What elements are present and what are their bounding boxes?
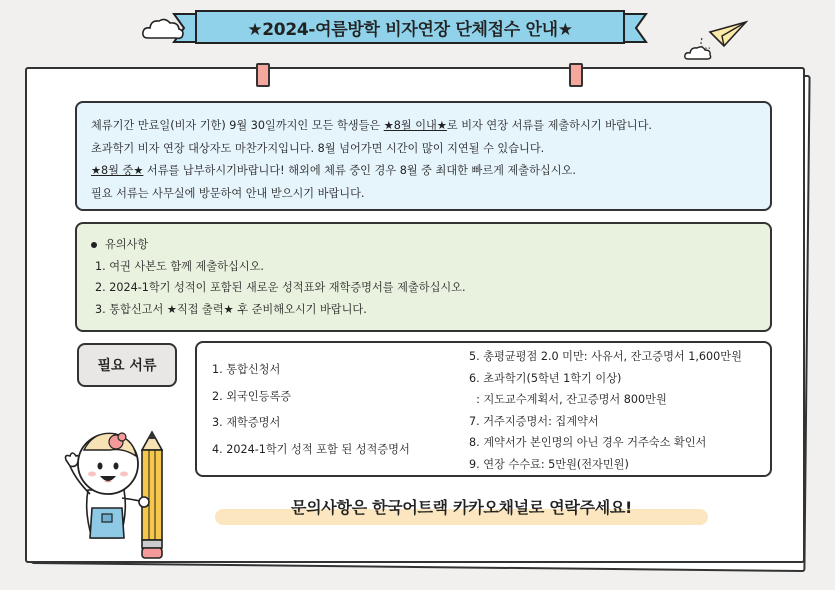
info-box (75, 101, 772, 211)
document-item: 7. 거주지증명서: 집계약서 (469, 414, 599, 428)
page-title-text: ★2024-여름방학 비자연장 단체접수 안내★ (247, 19, 573, 40)
note-item: 1. 여권 사본도 함께 제출하십시오. (95, 259, 264, 273)
documents-column-left (212, 357, 410, 463)
paper-plane-icon (700, 18, 748, 52)
clip-peg-right (569, 63, 583, 87)
bullet-icon (91, 242, 97, 248)
document-item: 5. 총평균평점 2.0 미만: 사유서, 잔고증명서 1,600만원 (469, 350, 742, 363)
notes-heading: 유의사항 (91, 234, 756, 256)
document-item: 4. 2024-1학기 성적 포함 된 성적증명서 (212, 442, 410, 456)
note-item: 3. 통합신고서 ★직접 출력★ 후 준비해오시기 바랍니다. (95, 302, 367, 316)
info-line-4: 필요 서류는 사무실에 방문하여 안내 받으시기 바랍니다. (91, 186, 365, 200)
required-docs-label: 필요 서류 (77, 343, 177, 387)
document-item: 8. 계약서가 본인명의 아닌 경우 거주숙소 확인서 (469, 436, 707, 449)
pencil-icon (142, 432, 162, 558)
document-item: 2. 외국인등록증 (212, 389, 292, 403)
note-item: 2. 2024-1학기 성적이 포함된 새로운 성적표와 재학증명서를 제출하십시오. (95, 281, 466, 294)
document-item: 3. 재학증명서 (212, 416, 281, 429)
pencil-mascot-illustration (58, 420, 193, 560)
cloud-icon (140, 16, 186, 42)
august-emphasis: ★8월 중★ (91, 164, 144, 177)
document-item: 6. 초과학기(5학년 1학기 이상) (469, 371, 622, 385)
documents-box (195, 341, 772, 477)
contact-message: 문의사항은 한국어트랙 카카오채널로 연락주세요! (290, 498, 633, 517)
deadline-emphasis: ★8월 이내★ (383, 119, 447, 132)
info-line-2: 초과학기 비자 연장 대상자도 마찬가지입니다. 8월 넘어가면 시간이 많이 지연될 수 있습니다. (91, 141, 545, 155)
document-item: 9. 연장 수수료: 5만원(전자민원) (469, 457, 629, 471)
notes-box (75, 222, 772, 332)
documents-column-right (469, 346, 742, 475)
page-title (195, 10, 625, 44)
info-line-3: ★8월 중★ 서류를 납부하시기바랍니다! 해외에 체류 중인 경우 8월 중 최대한 빠르게 제출하십시오. (91, 164, 576, 177)
document-item: 1. 통합신청서 (212, 363, 281, 376)
document-item: : 지도교수계획서, 잔고증명서 800만원 (469, 393, 667, 406)
clip-peg-left (256, 63, 270, 87)
info-line-1: 체류기간 만료일(비자 기한) 9월 30일까지인 모든 학생들은 ★8월 이내★로 비자 연장 서류를 제출하시기 바랍니다. (91, 119, 652, 132)
